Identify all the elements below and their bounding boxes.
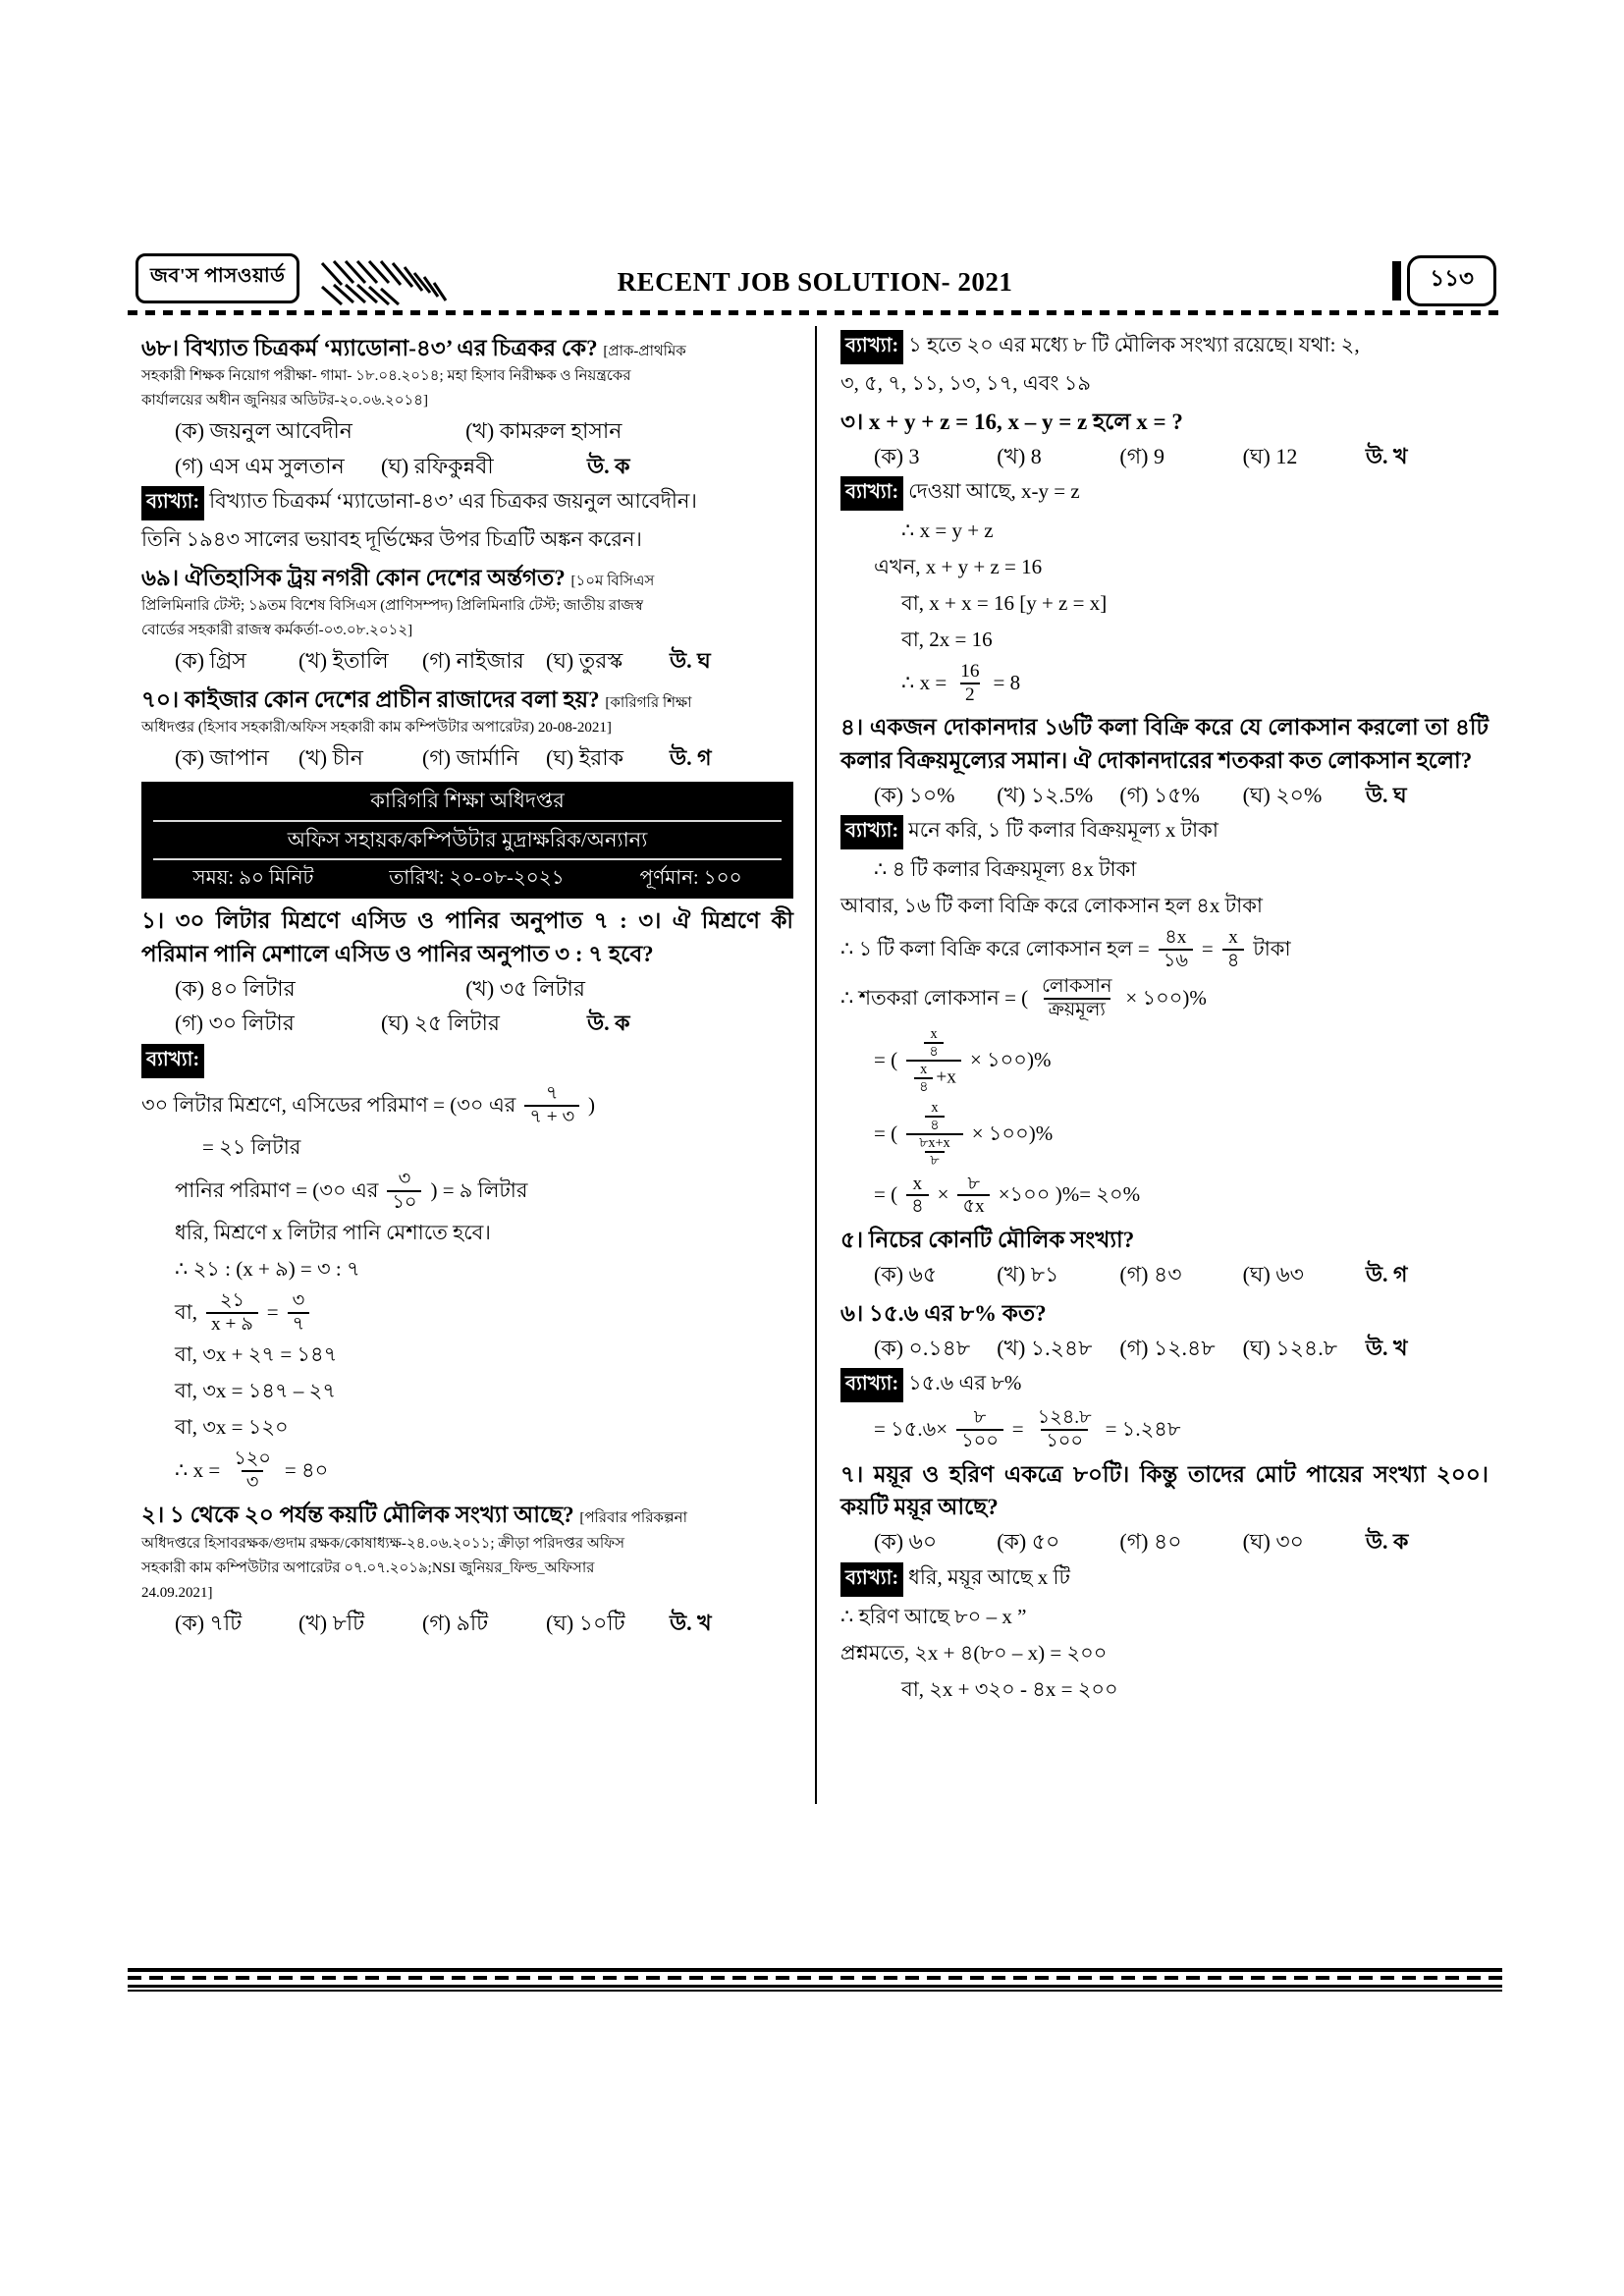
question-70-text: ৭০। কাইজার কোন দেশের প্রাচীন রাজাদের বলা হয়?: [141, 686, 600, 712]
solution-1-step9: বা, ৩x = ১২০: [175, 1415, 289, 1440]
solution-4-step5-tail: × ১০০)%: [1125, 986, 1207, 1011]
option-2-c[interactable]: (গ) ৯টি: [422, 1610, 489, 1635]
question-2: [141, 1499, 793, 1531]
option-6-d[interactable]: (ঘ) ১২৪.৮: [1242, 1336, 1337, 1361]
solution-1-step6: [141, 1290, 793, 1335]
solution-4-step5: [840, 976, 1489, 1020]
page-number-bar: [1392, 261, 1401, 301]
solution-4-step2: ∴ ৪ টি কলার বিক্রয়মূল্য ৪x টাকা: [874, 857, 1137, 882]
solution-6-step1: ১৫.৬ এর ৮%: [908, 1371, 1022, 1395]
option-5-c[interactable]: (গ) ৪৩: [1119, 1262, 1182, 1287]
exam-meta: [141, 861, 793, 895]
question-70-source-line2: অধিদপ্তর (হিসাব সহকারী/অফিস সহকারী কাম কম্পিউটার অপারেটর) 20-08-2021]: [141, 719, 612, 736]
option-1-a[interactable]: (ক) ৪০ লিটার: [175, 976, 296, 1002]
explanation-6: [840, 1367, 1489, 1402]
inner-fraction-8x-plus-x-over-8: $\frac{৮x+x}{৮}$: [919, 1134, 950, 1169]
solution-7-step3: প্রশ্নমতে, ২x + ৪(৮০ – x) = ২০০: [840, 1640, 1108, 1665]
question-69-source: [১০ম বিসিএস: [570, 573, 655, 589]
exam-org: কারিগরি শিক্ষা অধিদপ্তর: [370, 789, 565, 813]
option-4-d[interactable]: (ঘ) ২০%: [1242, 782, 1323, 807]
explanation-4: [840, 814, 1489, 849]
inner-fraction-x-over-8-plus-x: $\frac{x}{৪}$: [914, 1062, 933, 1095]
question-3: ৩। x + y + z = 16, x – y = z হলে x = ?: [840, 409, 1183, 434]
explanation-68-line2: তিনি ১৯৪৩ সালের ভয়াবহ দূর্ভিক্ষের উপর চিত্রটি অঙ্কন করেন।: [141, 527, 642, 552]
explanation-2-line2: ৩, ৫, ৭, ১১, ১৩, ১৭, এবং ১৯: [840, 371, 1091, 395]
answer-3: উ. খ: [1365, 443, 1408, 468]
complex-fraction-1: [906, 1026, 961, 1095]
question-69-options: [141, 644, 793, 677]
question-70-options: [141, 741, 793, 774]
answer-6: উ. খ: [1365, 1336, 1408, 1361]
option-5-d[interactable]: (ঘ) ৬৩: [1242, 1262, 1304, 1287]
solution-4-step6-equals: = (: [874, 1047, 898, 1071]
footer-rule-dashed: [128, 1976, 1502, 1980]
solution-3-step6-prefix: ∴ x =: [901, 670, 947, 694]
fraction-7-over-10: $\frac{৭}{৭ + ৩}$: [524, 1083, 579, 1127]
solution-4-step7-tail: × ১০০)%: [971, 1121, 1054, 1145]
footer-rule-4: [128, 1990, 1502, 1992]
solution-6-step2: [840, 1407, 1489, 1451]
option-3-b[interactable]: (খ) 8: [997, 443, 1042, 468]
question-68-source-line3: কার্যালয়ের অধীন জুনিয়র অডিটর-২০.০৬.২০১৪]: [141, 393, 428, 410]
answer-2: উ. খ: [670, 1610, 712, 1635]
exam-marks: পূর্ণমান: ১০০: [639, 867, 742, 890]
option-1-d[interactable]: (ঘ) ২৫ লিটার: [381, 1011, 500, 1036]
option-6-b[interactable]: (খ) ১.২৪৮: [997, 1336, 1093, 1361]
answer-5: উ. গ: [1365, 1262, 1408, 1287]
option-4-a[interactable]: (ক) ১০%: [874, 782, 955, 807]
solution-6-step2-equals: =: [1011, 1417, 1024, 1442]
fraction-124-8-over-100: $\frac{১২৪.৮}{১০০}$: [1037, 1407, 1092, 1452]
option-69-c[interactable]: (গ) নাইজার: [422, 648, 524, 674]
solution-1-step8: বা, ৩x = ১৪৭ – ২৭: [175, 1379, 336, 1403]
question-2-source: [পরিবার পরিকল্পনা: [579, 1510, 687, 1527]
fraction-3-over-10: $\frac{৩}{১০}$: [387, 1169, 421, 1213]
question-1-options-row1: [141, 972, 793, 1005]
denominator-tail: +x: [936, 1066, 956, 1088]
solution-1-step2: = ২১ লিটার: [202, 1135, 301, 1160]
question-7: ৭। ময়ূর ও হরিণ একত্রে ৮০টি। কিন্তু তাদের মোট পায়ের সংখ্যা ২০০। কয়টি ময়ূর আছে?: [840, 1461, 1489, 1520]
question-69-text: ৬৯। ঐতিহাসিক ট্রয় নগরী কোন দেশের অর্ন্তগত?: [141, 565, 566, 590]
solution-4-step7-equals: = (: [874, 1121, 898, 1145]
question-2-source-line2: অধিদপ্তরে হিসাবরক্ষক/গুদাম রক্ষক/কোষাধ্যক্ষ-২৪.০৬.২০১১; ক্রীড়া পরিদপ্তর অফিস: [141, 1535, 625, 1552]
solution-1-step1-close: ): [588, 1092, 596, 1117]
option-70-d[interactable]: (ঘ) ইরাক: [546, 744, 624, 770]
solution-1-step10: [141, 1449, 793, 1493]
question-2-source-line4: 24.09.2021]: [141, 1584, 213, 1601]
option-2-b[interactable]: (খ) ৮টি: [298, 1610, 365, 1635]
explanation-1-tag: ব্যাখ্যা:: [141, 1044, 204, 1078]
option-6-a[interactable]: (ক) ০.১৪৮: [874, 1336, 971, 1361]
question-70: [141, 683, 793, 716]
answer-7: উ. ক: [1365, 1529, 1409, 1555]
brand-logo: জব'স পাসওয়ার্ড: [135, 253, 299, 303]
solution-4-step8-equals: = (: [874, 1182, 898, 1207]
option-2-a[interactable]: (ক) ৭টি: [175, 1610, 243, 1635]
explanation-4-tag: ব্যাখ্যা:: [840, 815, 903, 849]
option-3-d[interactable]: (ঘ) 12: [1242, 443, 1298, 468]
solution-4-step4-equals: =: [1201, 936, 1214, 960]
explanation-68-line1: বিখ্যাত চিত্রকর্ম ‘ম্যাডোনা-৪৩’ এর চিত্রকর জয়নুল আবেদীন।: [209, 489, 697, 514]
solution-7-step2: ∴ হরিণ আছে ৮০ – x ”: [840, 1604, 1027, 1628]
solution-4-step8: [840, 1174, 1489, 1218]
banner-separator-1: [153, 820, 782, 822]
solution-7-step4: বা, ২x + ৩২০ - ৪x = ২০০: [901, 1676, 1118, 1701]
solution-1-step3: [141, 1169, 793, 1213]
option-3-c[interactable]: (গ) 9: [1119, 443, 1164, 468]
solution-3-step5: বা, 2x = 16: [901, 628, 993, 652]
question-68-text: ৬৮। বিখ্যাত চিত্রকর্ম ‘ম্যাডোনা-৪৩’ এর চিত্রকর কে?: [141, 336, 598, 360]
footer-rule-1: [128, 1968, 1502, 1972]
explanation-2-line1: ১ হতে ২০ এর মধ্যে ৮ টি মৌলিক সংখ্যা রয়েছে। যথা: ২,: [908, 333, 1360, 356]
option-1-c[interactable]: (গ) ৩০ লিটার: [175, 1011, 295, 1036]
explanation-2-tag: ব্যাখ্যা:: [840, 330, 903, 364]
fraction-x-over-4-final: $\frac{x}{৪}$: [906, 1174, 929, 1218]
fraction-8-over-5x: $\frac{৮}{৫x}$: [957, 1174, 989, 1218]
solution-3-step3: এখন, x + y + z = 16: [874, 555, 1043, 579]
question-69-source-line2: প্রিলিমিনারি টেস্ট; ১৯তম বিশেষ বিসিএস (প্রাণিসম্পদ) প্রিলিমিনারি টেস্ট; জাতীয় রাজস্ব: [141, 598, 644, 615]
option-7-c[interactable]: (গ) ৪০: [1119, 1529, 1182, 1555]
solution-4-step8-tail: ×১০০ )%= ২০%: [998, 1182, 1141, 1207]
question-7-options: [840, 1525, 1489, 1558]
question-6: ৬। ১৫.৬ এর ৮% কত?: [840, 1300, 1047, 1326]
solution-1-step6-prefix: বা,: [175, 1299, 198, 1324]
option-7-a[interactable]: (ক) ৬০: [874, 1529, 938, 1555]
explanation-1-header: [141, 1043, 793, 1078]
answer-1: উ. ক: [587, 1011, 630, 1036]
option-68-c[interactable]: (গ) এস এম সুলতান: [175, 453, 345, 478]
explanation-3: [840, 475, 1489, 511]
option-6-c[interactable]: (গ) ১২.৪৮: [1119, 1336, 1216, 1361]
solution-4-step1: মনে করি, ১ টি কলার বিক্রয়মূল্য x টাকা: [908, 818, 1218, 843]
footer-rule-3: [128, 1985, 1502, 1988]
option-69-b[interactable]: (খ) ইতালি: [298, 648, 389, 674]
solution-4-step6: [840, 1026, 1489, 1095]
option-7-b[interactable]: (ক) ৫০: [997, 1529, 1060, 1555]
option-4-c[interactable]: (গ) ১৫%: [1119, 782, 1200, 807]
header-divider: [128, 310, 1502, 315]
solution-3-step6: [840, 661, 1489, 705]
solution-1-step3-close: ) = ৯ লিটার: [430, 1177, 528, 1202]
solution-3-step2: ∴ x = y + z: [901, 519, 994, 543]
option-69-d[interactable]: (ঘ) তুরস্ক: [546, 648, 623, 674]
inner-fraction-x-over-8: $\frac{x}{৪}$: [924, 1026, 943, 1060]
solution-4-step6-tail: × ১০০)%: [969, 1047, 1052, 1071]
answer-68: উ. ক: [587, 453, 630, 478]
fraction-loss-over-cost: $\frac{\text{লোকসান}}{\text{ক্রয়মূল্য}}$: [1042, 976, 1112, 1021]
option-5-a[interactable]: (ক) ৬৫: [874, 1262, 938, 1287]
question-5: ৫। নিচের কোনটি মৌলিক সংখ্যা?: [840, 1227, 1135, 1252]
solution-1-step10-prefix: ∴ x =: [175, 1457, 221, 1482]
question-68-source-line2: সহকারী শিক্ষক নিয়োগ পরীক্ষা- গামা- ১৮.০৪.২০১৪; মহা হিসাব নিরীক্ষক ও নিয়ন্ত্রকের: [141, 368, 631, 385]
inner-fraction-x-over-8-b: $\frac{x}{৪}$: [925, 1100, 944, 1133]
logo-decoration-icon: [320, 259, 467, 306]
question-1: ১। ৩০ লিটার মিশ্রণে এসিড ও পানির অনুপাত ৭ : ৩। ঐ মিশ্রণে কী পরিমান পানি মেশালে এসিড ও পানির অনুপাত ৩ : ৭ হবে?: [141, 908, 793, 966]
option-3-a[interactable]: (ক) 3: [874, 443, 920, 468]
question-3-options: [840, 440, 1489, 472]
exam-banner: [141, 782, 793, 899]
answer-69: উ. ঘ: [670, 648, 711, 674]
solution-1-step1: [141, 1083, 793, 1127]
solution-6-step2-result: = ১.২৪৮: [1105, 1417, 1181, 1442]
page-number-group: [1392, 255, 1496, 306]
page-number: ১১৩: [1407, 255, 1496, 306]
solution-1-step6-equals: =: [266, 1299, 279, 1324]
explanation-3-tag: ব্যাখ্যা:: [840, 476, 903, 511]
question-4: ৪। একজন দোকানদার ১৬টি কলা বিক্রি করে যে লোকসান করলো তা ৪টি কলার বিক্রয়মূল্যের সমান। ঐ দোকানদারের শতকরা কত লোকসান হলো?: [840, 715, 1489, 773]
solution-1-step3-text: পানির পরিমাণ = (৩০ এর: [175, 1177, 379, 1202]
page-title: RECENT JOB SOLUTION- 2021: [617, 267, 1013, 297]
page-footer: [128, 1968, 1502, 1994]
multiply-sign-icon: ×: [937, 1182, 949, 1207]
solution-3-step6-result: = 8: [993, 670, 1021, 694]
solution-1-step1-text: ৩০ লিটার মিশ্রণে, এসিডের পরিমাণ = (৩০ এর: [141, 1092, 516, 1117]
fraction-8-over-100: $\frac{৮}{১০০}$: [956, 1407, 1003, 1451]
question-68-options-row1: [141, 414, 793, 447]
solution-3-step4: বা, x + x = 16 [y + z = x]: [901, 591, 1108, 616]
column-divider: [815, 326, 817, 1804]
explanation-2: [840, 329, 1489, 364]
left-column: [128, 326, 815, 1897]
page-content: [128, 246, 1502, 1994]
solution-6-step2-prefix: = ১৫.৬×: [874, 1417, 948, 1442]
fraction-x-over-4: $\frac{x}{৪}$: [1222, 927, 1245, 971]
option-69-a[interactable]: (ক) গ্রিস: [175, 648, 246, 674]
question-1-options-row2: [141, 1007, 793, 1039]
option-68-d[interactable]: (ঘ) রফিকুন্নবী: [381, 453, 494, 478]
question-68-source: [প্রাক-প্রাথমিক: [603, 344, 686, 359]
exam-post: অফিস সহায়ক/কম্পিউটার মুদ্রাক্ষরিক/অন্যান্য: [287, 827, 648, 851]
answer-70: উ. গ: [670, 744, 712, 770]
question-2-text: ২। ১ থেকে ২০ পর্যন্ত কয়টি মৌলিক সংখ্যা আছে?: [141, 1503, 574, 1528]
question-2-source-line3: সহকারী কাম কম্পিউটার অপারেটর ০৭.০৭.২০১৯;NSI জুনিয়র_ফিল্ড_অফিসার: [141, 1559, 595, 1576]
solution-4-step4-text: ∴ ১ টি কলা বিক্রি করে লোকসান হল =: [840, 936, 1150, 960]
fraction-16-over-2: $\frac{16}{2}$: [960, 660, 980, 705]
banner-separator-2: [153, 858, 782, 860]
option-2-d[interactable]: (ঘ) ১০টি: [546, 1610, 625, 1635]
question-68-options-row2: [141, 450, 793, 482]
option-1-b[interactable]: (খ) ৩৫ লিটার: [465, 976, 585, 1002]
explanation-7: [840, 1561, 1489, 1597]
option-5-b[interactable]: (খ) ৮১: [997, 1262, 1059, 1287]
question-5-options: [840, 1258, 1489, 1290]
page-header: [128, 246, 1502, 316]
question-69-source-line3: বোর্ডের সহকারী রাজস্ব কর্মকর্তা-০৩.০৮.২০১২]: [141, 623, 413, 639]
solution-4-step7: [840, 1100, 1489, 1169]
solution-4-step5-text: ∴ শতকরা লোকসান = (: [840, 986, 1029, 1011]
explanation-68: [141, 485, 793, 520]
fraction-21-over-x-plus-9: $\frac{২১}{x + ৯}$: [206, 1290, 258, 1335]
exam-time: সময়: ৯০ মিনিট: [192, 867, 314, 890]
answer-4: উ. ঘ: [1365, 782, 1407, 807]
question-69: [141, 562, 793, 594]
option-68-b[interactable]: (খ) কামরুল হাসান: [465, 418, 623, 444]
solution-4-step4: [840, 927, 1489, 971]
question-6-options: [840, 1332, 1489, 1364]
option-70-c[interactable]: (গ) জার্মানি: [422, 744, 519, 770]
option-68-a[interactable]: (ক) জয়নুল আবেদীন: [175, 418, 352, 444]
option-70-a[interactable]: (ক) জাপান: [175, 744, 270, 770]
question-70-source: [কারিগরি শিক্ষা: [605, 694, 692, 711]
solution-7-step1: ধরি, ময়ূর আছে x টি: [908, 1564, 1070, 1589]
solution-4-step4-unit: টাকা: [1253, 936, 1291, 960]
explanation-68-tag: ব্যাখ্যা:: [141, 486, 204, 520]
complex-fraction-2: [906, 1100, 963, 1169]
explanation-6-tag: ব্যাখ্যা:: [840, 1368, 903, 1402]
solution-1-step10-result: = ৪০: [284, 1457, 329, 1482]
solution-1-step5: ∴ ২১ : (x + ৯) = ৩ : ৭: [175, 1257, 360, 1282]
explanation-7-tag: ব্যাখ্যা:: [840, 1562, 903, 1597]
right-column: [815, 326, 1502, 1897]
fraction-3-over-7: $\frac{৩}{৭}$: [288, 1290, 310, 1335]
option-7-d[interactable]: (ঘ) ৩০: [1242, 1529, 1304, 1555]
question-2-options: [141, 1607, 793, 1639]
solution-1-step7: বা, ৩x + ২৭ = ১৪৭: [175, 1342, 338, 1367]
exam-date: তারিখ: ২০-০৮-২০২১: [389, 867, 565, 890]
fraction-4x-over-16: $\frac{৪x}{১৬}$: [1159, 927, 1193, 971]
two-column-body: [128, 326, 1502, 1897]
solution-1-step4: ধরি, মিশ্রণে x লিটার পানি মেশাতে হবে।: [175, 1221, 491, 1245]
question-4-options: [840, 779, 1489, 811]
solution-3-step1: দেওয়া আছে, x-y = z: [908, 479, 1080, 504]
fraction-120-over-3: $\frac{১২০}{৩}$: [234, 1449, 271, 1493]
solution-4-step3: আবার, ১৬ টি কলা বিক্রি করে লোকসান হল ৪x টাকা: [840, 894, 1263, 918]
option-4-b[interactable]: (খ) ১২.5%: [997, 782, 1094, 807]
question-68: [141, 332, 793, 364]
option-70-b[interactable]: (খ) চীন: [298, 744, 363, 770]
